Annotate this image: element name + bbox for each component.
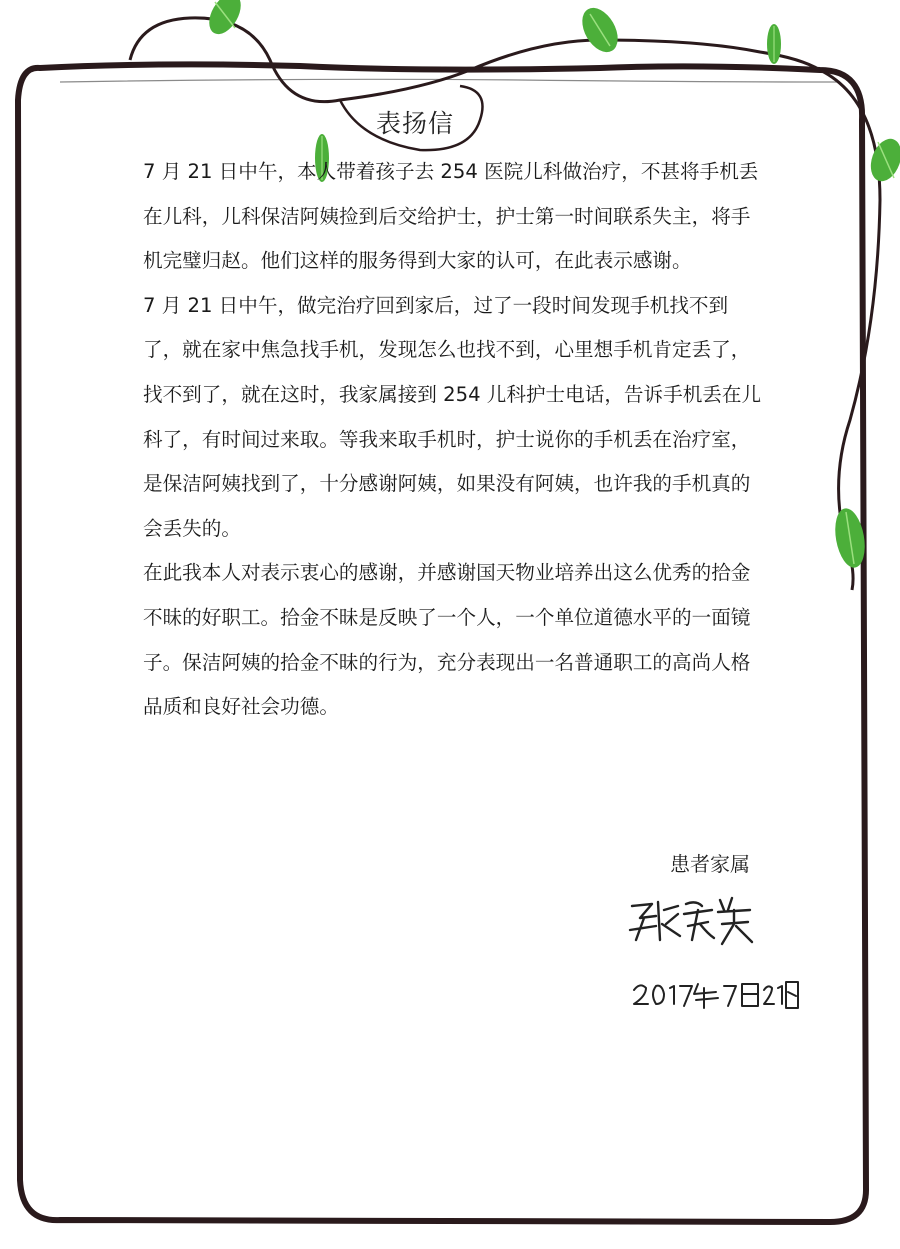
leaf-icon <box>767 24 781 64</box>
letter-body <box>143 150 763 730</box>
leaf-icon <box>865 135 900 186</box>
leaf-icon <box>575 2 625 59</box>
letter-title: 表扬信 <box>375 109 454 138</box>
vine <box>130 18 820 102</box>
paragraph: 7 月 21 日中午，本人带着孩子去 254 医院儿科做治疗，不甚将手机丢在儿科，儿科保洁阿姨捡到后交给护士，护士第一时间联系失主，将手机完璧归赵。他们这样的服务得到大家的认可，在此表示感谢。 <box>143 160 759 273</box>
paragraph: 7 月 21 日中午，做完治疗回到家后，过了一段时间发现手机找不到了，就在家中焦急找手机，发现怎么也找不到，心里想手机肯定丢了，找不到了，就在这时，我家属接到 254 儿科护士电话，告诉手机丢在儿科了，有时间过来取。等我来取手机时，护士说你的手机丢在治疗室，是保洁阿姨找到了，十分感谢阿姨，如果没有阿姨，也许我的手机真的会丢失的。 <box>143 293 762 540</box>
closing-line: 患者家属 <box>670 852 750 876</box>
paragraph: 在此我本人对表示衷心的感谢，并感谢国天物业培养出这么优秀的拾金不昧的好职工。拾金不昧是反映了一个人，一个单位道德水平的一面镜子。保洁阿姨的拾金不昧的行为，充分表现出一名普通职工的高尚人格品质和良好社会功德。 <box>143 561 751 719</box>
handwritten-date <box>630 972 800 1018</box>
handwritten-signature <box>622 890 762 950</box>
